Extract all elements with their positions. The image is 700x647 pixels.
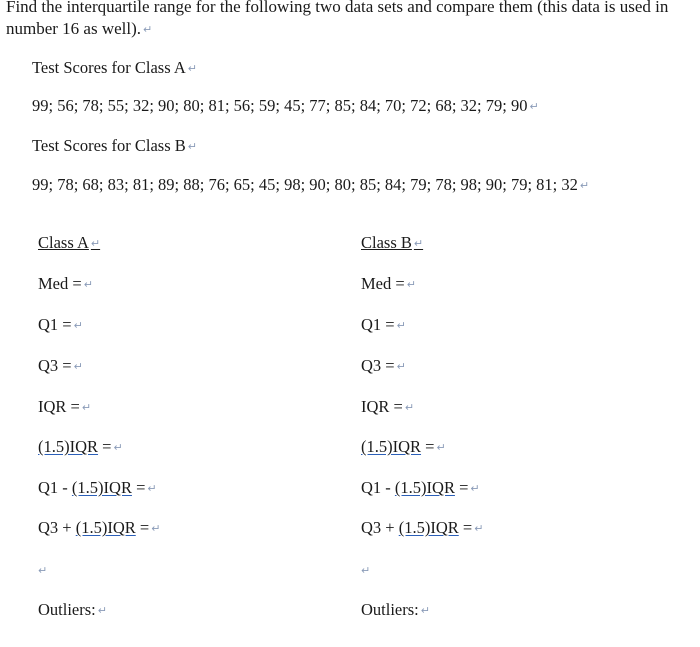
class-a-empty-line xyxy=(38,559,47,581)
paragraph-mark-icon: ↵ xyxy=(83,278,93,291)
q1-minus-label: Q1 - xyxy=(361,478,395,497)
med-label: Med = xyxy=(361,274,405,293)
class-a-upper-fence xyxy=(38,518,160,539)
class-a-title xyxy=(32,58,197,79)
iqr-label: IQR = xyxy=(38,397,80,416)
paragraph-mark-icon: ↵ xyxy=(187,140,197,153)
equals-label: = xyxy=(135,518,150,537)
class-b-empty-line xyxy=(361,559,370,581)
class-b-title xyxy=(32,136,197,157)
q3-plus-label: Q3 + xyxy=(38,518,76,537)
class-b-header xyxy=(361,233,423,254)
paragraph-mark-icon: ↵ xyxy=(474,522,484,535)
iqr15-label: (1.5)IQR xyxy=(38,437,99,456)
paragraph-mark-icon: ↵ xyxy=(90,237,101,250)
class-b-outliers xyxy=(361,600,430,621)
question-text xyxy=(6,0,686,41)
iqr15-label: (1.5)IQR xyxy=(394,478,455,497)
iqr15-label: (1.5)IQR xyxy=(361,437,422,456)
class-a-q3 xyxy=(38,356,83,377)
class-a-data-text: 99; 56; 78; 55; 32; 90; 80; 81; 56; 59; 45; 77; 85; 84; 70; 72; 68; 32; 79; 90 xyxy=(32,96,528,115)
class-a-data xyxy=(32,96,539,117)
paragraph-mark-icon: ↵ xyxy=(151,522,161,535)
paragraph-mark-icon: ↵ xyxy=(396,360,406,373)
equals-label: = xyxy=(421,437,435,456)
paragraph-mark-icon: ↵ xyxy=(420,604,430,617)
paragraph-mark-icon: ↵ xyxy=(73,360,83,373)
class-a-header-text: Class A xyxy=(38,233,89,252)
equals-label: = xyxy=(131,478,146,497)
class-a-outliers xyxy=(38,600,107,621)
paragraph-mark-icon: ↵ xyxy=(81,401,92,414)
class-b-iqr xyxy=(361,397,414,418)
paragraph-mark-icon: ↵ xyxy=(579,179,590,192)
equals-label: = xyxy=(458,518,473,537)
q3-label: Q3 = xyxy=(38,356,72,375)
class-b-data-text: 99; 78; 68; 83; 81; 89; 88; 76; 65; 45; 98; 90; 80; 85; 84; 79; 78; 98; 90; 79; 81; 32 xyxy=(32,175,578,194)
paragraph-mark-icon: ↵ xyxy=(97,604,107,617)
med-label: Med = xyxy=(38,274,82,293)
paragraph-mark-icon: ↵ xyxy=(470,482,480,495)
iqr15-label: (1.5)IQR xyxy=(75,518,136,537)
q1-label: Q1 = xyxy=(38,315,72,334)
paragraph-mark-icon: ↵ xyxy=(413,237,424,250)
equals-label: = xyxy=(454,478,469,497)
paragraph-mark-icon: ↵ xyxy=(406,278,416,291)
iqr15-label: (1.5)IQR xyxy=(71,478,132,497)
paragraph-mark-icon: ↵ xyxy=(113,441,123,454)
q3-label: Q3 = xyxy=(361,356,395,375)
class-b-upper-fence xyxy=(361,518,483,539)
class-b-med xyxy=(361,274,416,295)
paragraph-mark-icon: ↵ xyxy=(436,441,446,454)
class-b-lower-fence xyxy=(361,478,480,499)
class-a-med xyxy=(38,274,93,295)
class-a-header xyxy=(38,233,100,254)
class-b-iqr15 xyxy=(361,437,446,458)
paragraph-mark-icon: ↵ xyxy=(73,319,83,332)
outliers-label: Outliers: xyxy=(361,600,419,619)
paragraph-mark-icon: ↵ xyxy=(143,23,153,36)
class-a-title-text: Test Scores for Class A xyxy=(32,58,186,77)
paragraph-mark-icon: ↵ xyxy=(187,62,197,75)
class-b-header-text: Class B xyxy=(361,233,412,252)
question-label: Find the interquartile range for the following two data sets and compare them (this data is used in number 16 as well). xyxy=(6,0,669,38)
class-b-title-text: Test Scores for Class B xyxy=(32,136,186,155)
iqr15-label: (1.5)IQR xyxy=(398,518,459,537)
paragraph-mark-icon: ↵ xyxy=(147,482,157,495)
class-b-q1 xyxy=(361,315,406,336)
class-b-q3 xyxy=(361,356,406,377)
class-a-q1 xyxy=(38,315,83,336)
q1-label: Q1 = xyxy=(361,315,395,334)
paragraph-mark-icon: ↵ xyxy=(396,319,406,332)
equals-label: = xyxy=(98,437,112,456)
paragraph-mark-icon: ↵ xyxy=(38,564,48,577)
q3-plus-label: Q3 + xyxy=(361,518,399,537)
q1-minus-label: Q1 - xyxy=(38,478,72,497)
paragraph-mark-icon: ↵ xyxy=(361,564,371,577)
class-a-lower-fence xyxy=(38,478,157,499)
outliers-label: Outliers: xyxy=(38,600,96,619)
class-a-iqr xyxy=(38,397,91,418)
class-b-data xyxy=(32,175,589,196)
class-a-iqr15 xyxy=(38,437,123,458)
paragraph-mark-icon: ↵ xyxy=(529,100,539,113)
paragraph-mark-icon: ↵ xyxy=(404,401,415,414)
iqr-label: IQR = xyxy=(361,397,403,416)
